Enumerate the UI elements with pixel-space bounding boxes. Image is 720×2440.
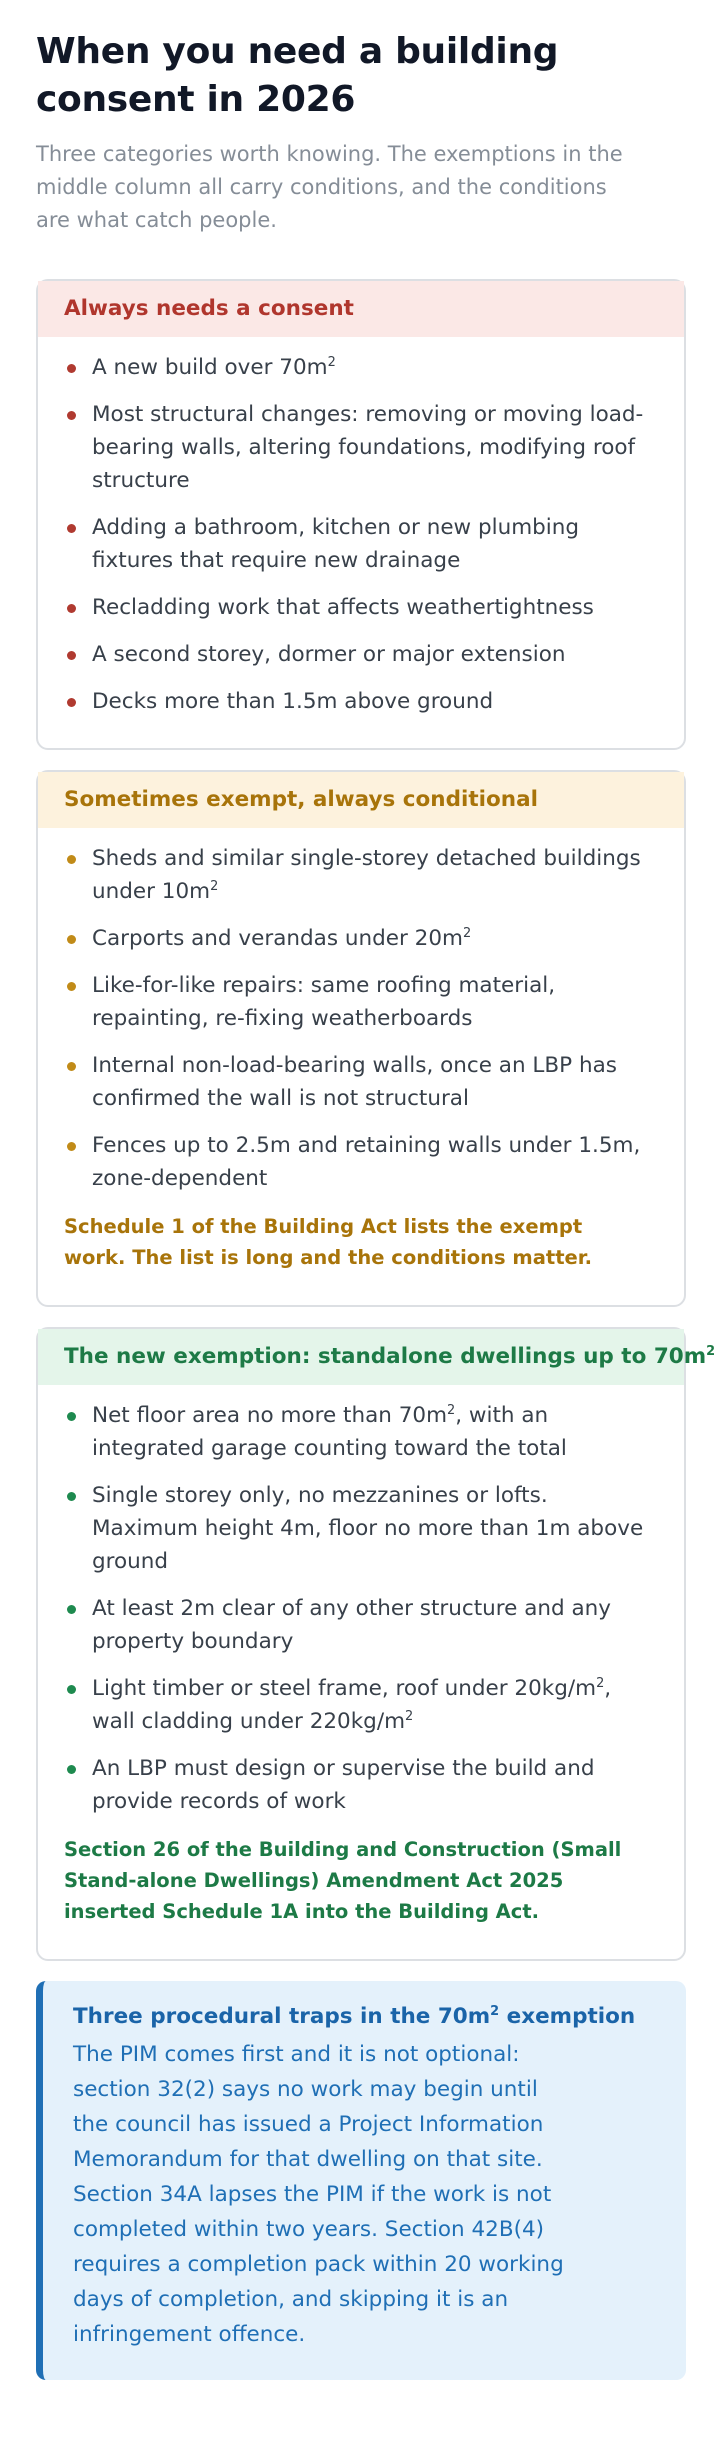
page-title: When you need a building consent in 2026 — [36, 31, 559, 120]
item-list — [64, 351, 650, 718]
page-subtitle: Three categories worth knowing. The exemptions in the middle column all carry conditions, and the conditions are what catch people. — [36, 142, 623, 232]
list-item: Adding a bathroom, kitchen or new plumbing fixtures that require new drainage — [64, 511, 650, 577]
card-body — [38, 828, 684, 1305]
list-item: An LBP must design or supervise the build and provide records of work — [64, 1752, 650, 1818]
list-item: At least 2m clear of any other structure and any property boundary — [64, 1592, 650, 1658]
item-list — [64, 842, 650, 1195]
list-item: Carports and verandas under $20m^2$ — [64, 922, 650, 955]
list-item: Net floor area no more than $70m^2$, with an integrated garage counting toward the total — [64, 1399, 650, 1465]
list-item: Decks more than 1.5m above ground — [64, 685, 650, 718]
list-item: Single storey only, no mezzanines or lofts. Maximum height 4m, floor no more than 1m above ground — [64, 1479, 650, 1578]
list-item: Light timber or steel frame, roof under $20kg/m^2$, wall cladding under $220kg/m^2$ — [64, 1672, 650, 1738]
card-body — [38, 1385, 684, 1959]
card-heading: The new exemption: standalone dwellings up to $70m^2$ — [38, 1329, 684, 1385]
list-item: Like-for-like repairs: same roofing material, repainting, re-fixing weatherboards — [64, 969, 650, 1035]
card-always-consent — [36, 279, 686, 750]
list-item: Recladding work that affects weathertightness — [64, 591, 650, 624]
item-list — [64, 1399, 650, 1818]
callout-title: Three procedural traps in the $70m^2$ exemption — [73, 2003, 636, 2029]
card-new-exemption — [36, 1327, 716, 1961]
list-item: Fences up to 2.5m and retaining walls under 1.5m, zone-dependent — [64, 1129, 650, 1195]
card-heading: Always needs a consent — [38, 281, 684, 337]
list-item: Sheds and similar single-storey detached buildings under $10m^2$ — [64, 842, 650, 908]
list-item: Most structural changes: removing or moving load-bearing walls, altering foundations, modifying roof structure — [64, 398, 650, 497]
list-item: A new build over $70m^2$ — [64, 351, 650, 384]
callout-text: The PIM comes first and it is not optional: section 32(2) says no work may begin until the council has issued a Project Information Memorandum for that dwelling on that site. Section 34A lapses the PIM if the work is not completed within two years. Section 42B(4) requires a completion pack within 20 working days of completion, and skipping it is an infringement offence. — [73, 2042, 564, 2347]
card-sometimes-exempt — [36, 770, 686, 1307]
card-heading: Sometimes exempt, always conditional — [38, 772, 684, 828]
procedural-traps-callout — [36, 1981, 686, 2380]
card-note: Section 26 of the Building and Construction (Small Stand-alone Dwellings) Amendment Act 2025 inserted Schedule 1A into the Building Act. — [64, 1838, 622, 1923]
card-body — [38, 337, 684, 748]
card-note: Schedule 1 of the Building Act lists the exempt work. The list is long and the conditions matter. — [64, 1215, 593, 1269]
list-item: A second storey, dormer or major extension — [64, 638, 650, 671]
list-item: Internal non-load-bearing walls, once an LBP has confirmed the wall is not structural — [64, 1049, 650, 1115]
